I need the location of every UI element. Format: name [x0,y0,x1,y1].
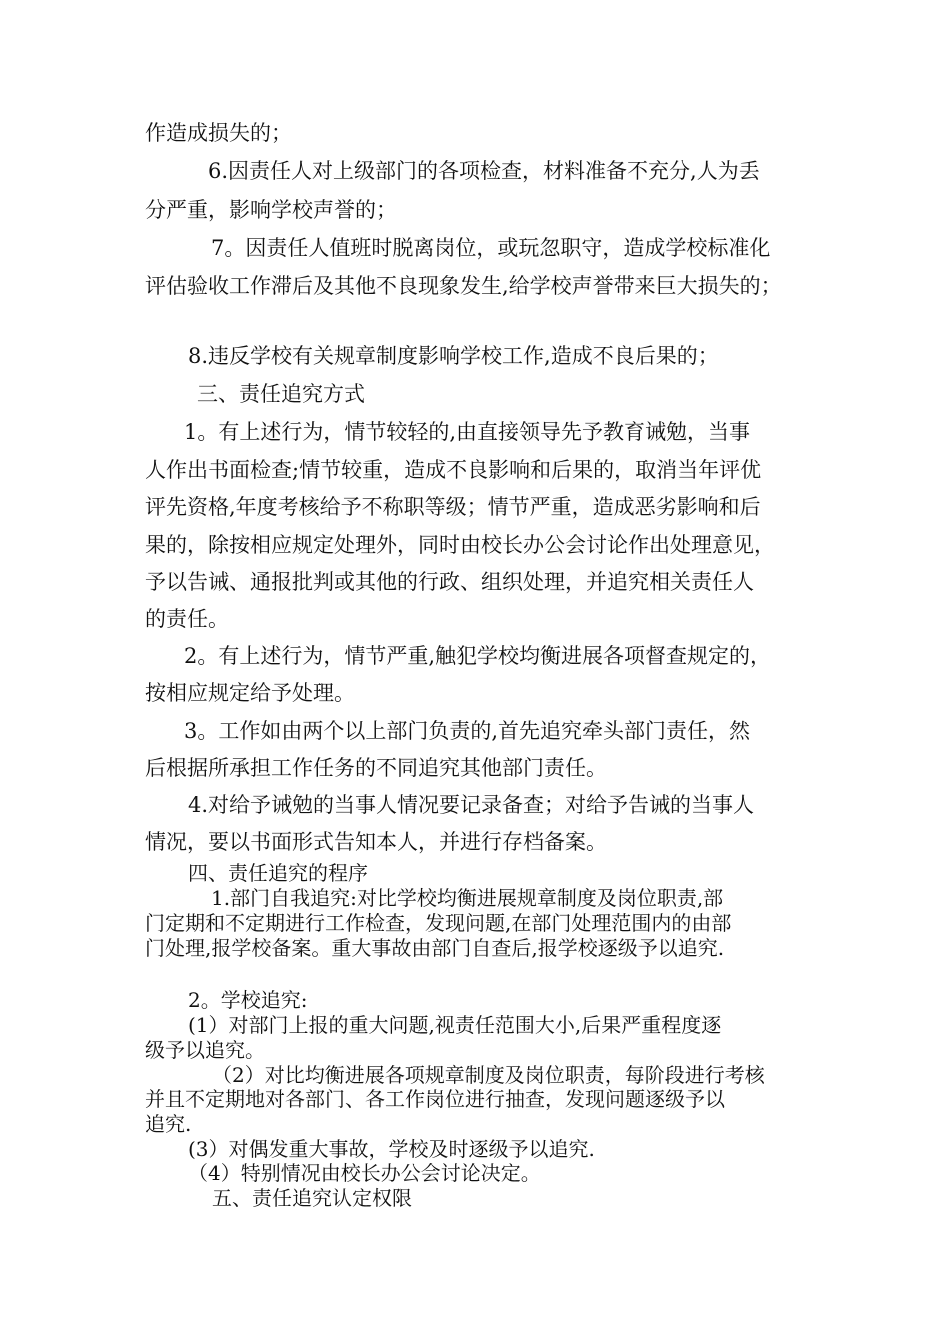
text-line: 4.对给予诫勉的当事人情况要记录备查；对给予告诫的当事人 [188,793,755,817]
text-line: 按相应规定给予处理。 [145,681,355,705]
text-line: 2。有上述行为，情节严重,触犯学校均衡进展各项督查规定的， [184,644,772,668]
text-line: 并且不定期地对各部门、各工作岗位进行抽查，发现问题逐级予以 [145,1087,725,1111]
text-line: 门处理,报学校备案。重大事故由部门自查后,报学校逐级予以追究. [145,936,725,960]
text-line: 后根据所承担工作任务的不同追究其他部门责任。 [145,756,607,780]
text-line: 级予以追究。 [145,1038,265,1062]
text-line: 的责任。 [145,607,229,631]
text-line: 作造成损失的； [145,121,292,145]
text-line: 1。有上述行为，情节较轻的,由直接领导先予教育诫勉，当事 [184,420,751,444]
text-line: 评估验收工作滞后及其他不良现象发生,给学校声誉带来巨大损失的； [145,274,782,298]
text-line: (3）对偶发重大事故，学校及时逐级予以追究. [188,1137,595,1161]
text-line: （2）对比均衡进展各项规章制度及岗位职责，每阶段进行考核 [212,1063,765,1087]
text-line: 分严重，影响学校声誉的； [145,198,397,222]
text-line: 3。工作如由两个以上部门负责的,首先追究牵头部门责任，然 [184,719,751,743]
text-line: 人作出书面检查;情节较重，造成不良影响和后果的，取消当年评优 [145,458,762,482]
text-line: 2。学校追究: [188,988,308,1012]
text-line: 情况，要以书面形式告知本人，并进行存档备案。 [145,830,607,854]
text-line: 予以告诫、通报批判或其他的行政、组织处理，并追究相关责任人 [145,570,754,594]
text-line: 评先资格,年度考核给予不称职等级；情节严重，造成恶劣影响和后 [145,495,761,519]
section-heading: 四、责任追究的程序 [188,861,368,885]
section-heading: 三、责任追究方式 [197,382,365,406]
section-heading: 五、责任追究认定权限 [212,1186,412,1210]
text-line: 追究. [145,1112,192,1136]
text-line: (1）对部门上报的重大问题,视责任范围大小,后果严重程度逐 [188,1013,722,1037]
text-line: 1.部门自我追究:对比学校均衡进展规章制度及岗位职责,部 [211,886,724,910]
text-line: 门定期和不定期进行工作检查，发现问题,在部门处理范围内的由部 [145,911,732,935]
text-line: 8.违反学校有关规章制度影响学校工作,造成不良后果的； [188,344,719,368]
text-line: （4）特别情况由校长办公会讨论决定。 [188,1161,541,1185]
text-line: 7。因责任人值班时脱离岗位，或玩忽职守，造成学校标准化 [211,236,771,260]
text-line: 果的，除按相应规定处理外，同时由校长办公会讨论作出处理意见， [145,533,775,557]
text-line: 6.因责任人对上级部门的各项检查，材料准备不充分,人为丢 [208,159,760,183]
